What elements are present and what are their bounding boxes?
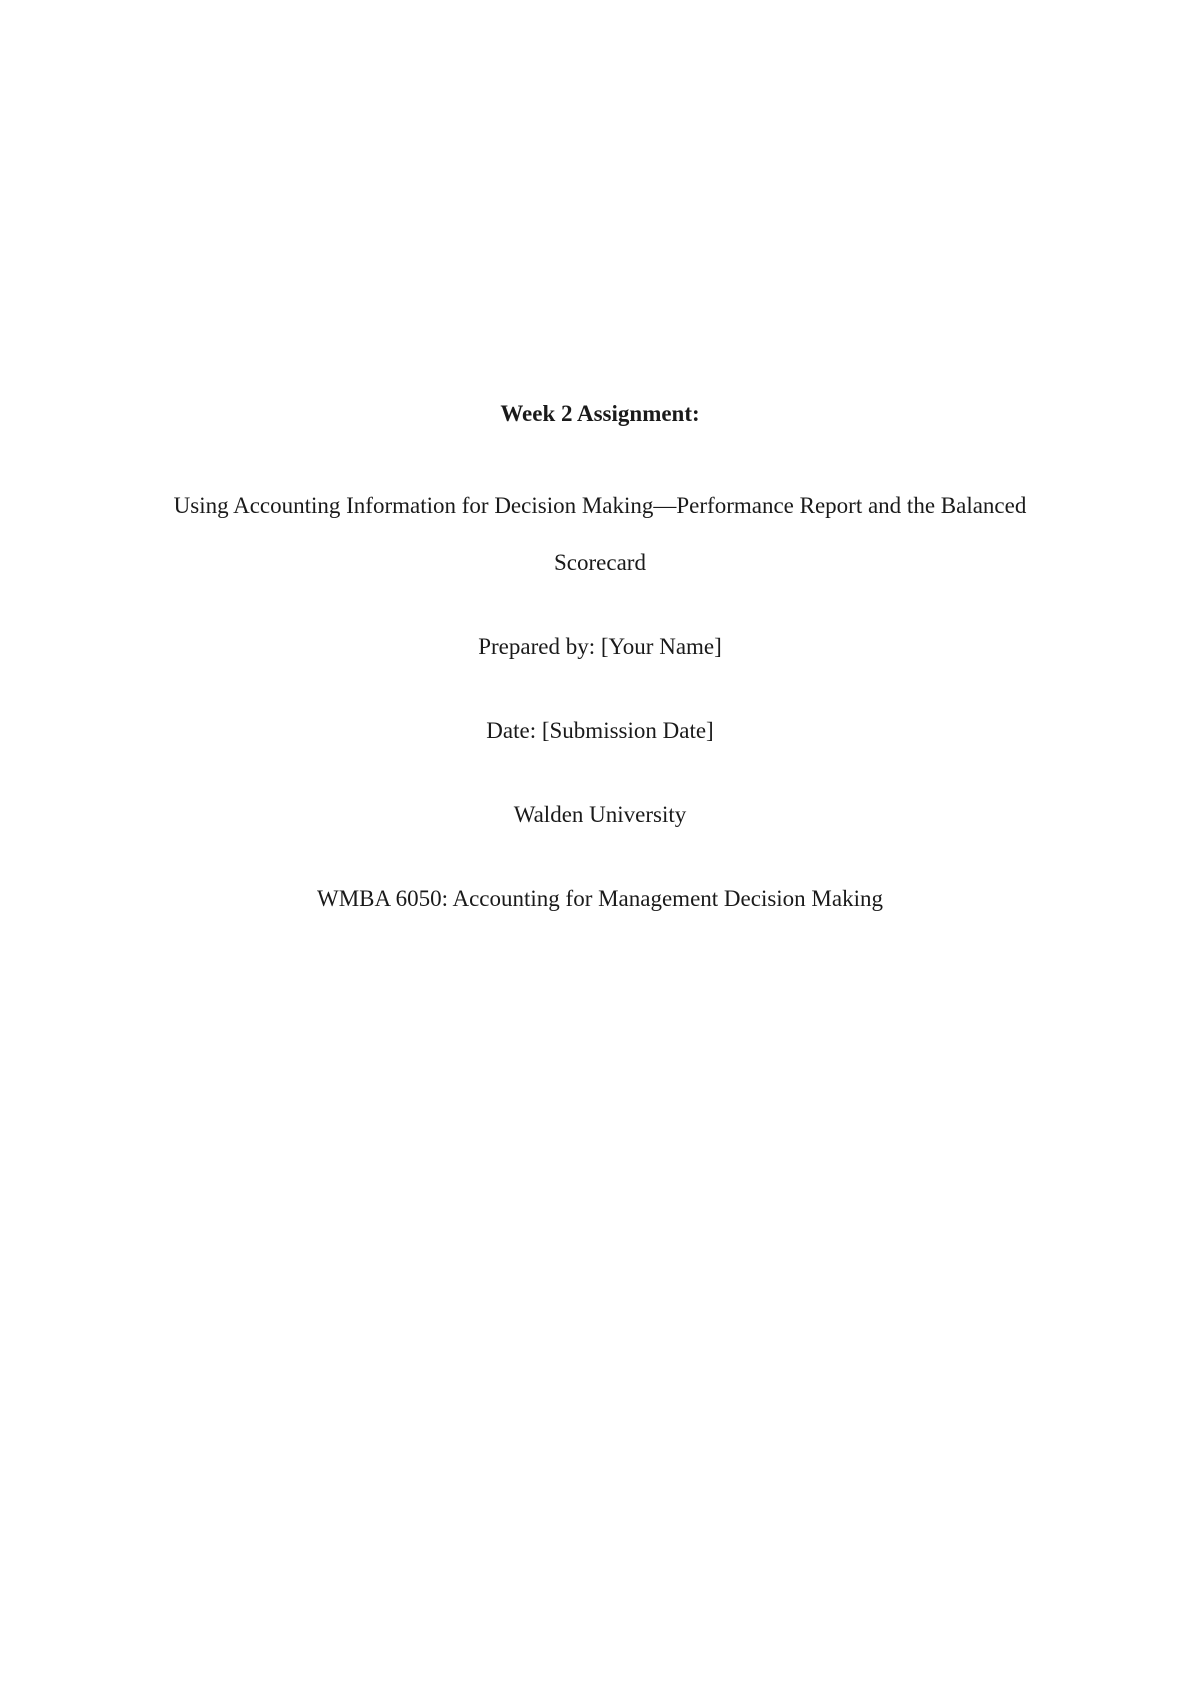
institution-name: Walden University [513, 802, 687, 827]
prepared-by-line: Prepared by: [Your Name] [478, 634, 722, 659]
date-line: Date: [Submission Date] [486, 718, 714, 743]
title-page-block [130, 393, 1070, 927]
assignment-subtitle: Using Accounting Information for Decision Making—Performance Report and the Balanced Scorecard [173, 493, 1027, 575]
assignment-title: Week 2 Assignment: [500, 401, 700, 426]
course-name: WMBA 6050: Accounting for Management Decision Making [317, 886, 883, 911]
